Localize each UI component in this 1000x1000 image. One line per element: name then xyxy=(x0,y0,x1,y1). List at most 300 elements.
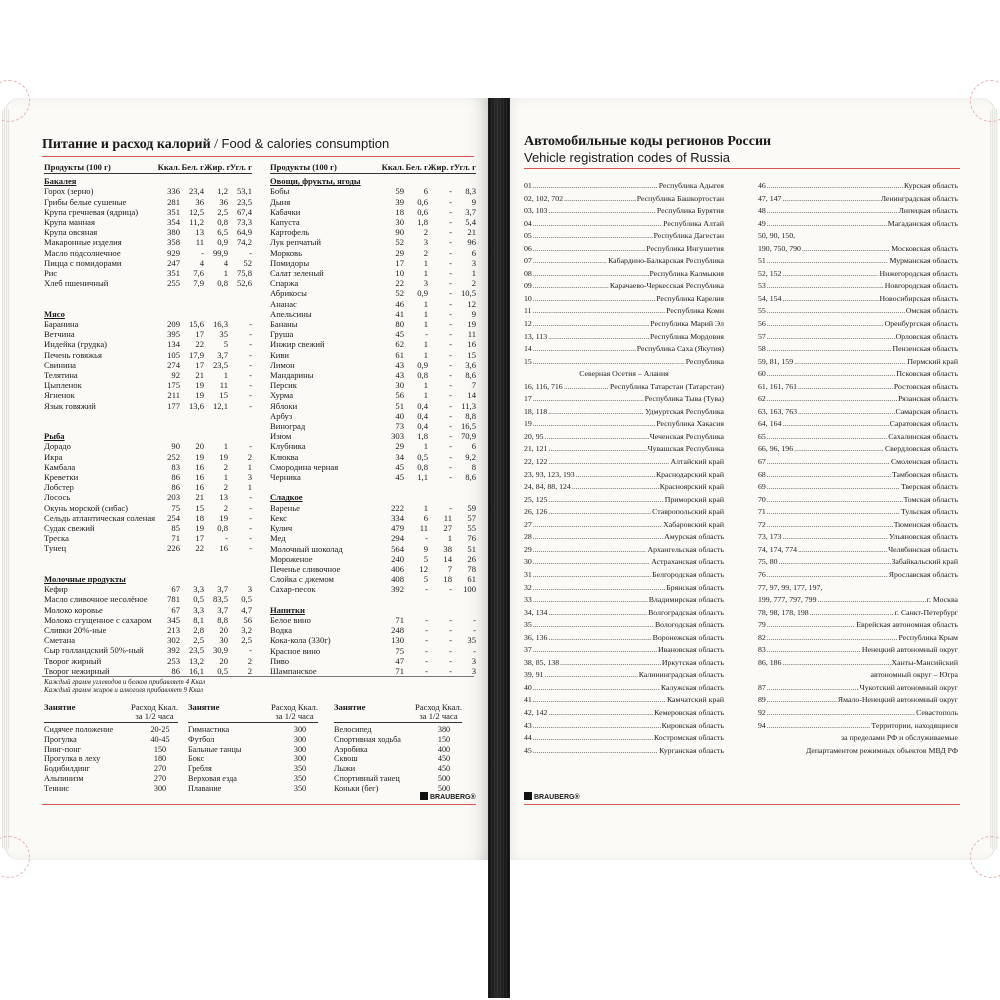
activity-kcal: 500 xyxy=(437,773,451,783)
food-value: - xyxy=(449,472,452,483)
food-value: 11 xyxy=(419,523,428,534)
region-name: Брянская область xyxy=(666,582,724,592)
food-value: 16 xyxy=(195,461,204,472)
food-value: 2 xyxy=(423,227,428,238)
page-subtitle-codes: Vehicle registration codes of Russia xyxy=(524,150,730,165)
food-row xyxy=(44,329,252,339)
region-row xyxy=(758,594,958,607)
region-row xyxy=(524,218,724,231)
region-name: Кировская область xyxy=(661,720,724,730)
codes-column-1 xyxy=(524,180,724,757)
region-code: 27 xyxy=(524,519,532,529)
food-row xyxy=(270,197,476,207)
food-name: Арбуз xyxy=(270,410,293,421)
food-name: Цыпленок xyxy=(44,380,82,391)
region-code: 57 xyxy=(758,331,766,341)
food-name: Лобстер xyxy=(44,482,74,493)
activity-name: Верховая езда xyxy=(188,773,237,783)
region-code: 44 xyxy=(524,733,532,743)
region-row xyxy=(524,506,724,519)
dot-leader xyxy=(564,193,636,206)
food-name: Варенье xyxy=(270,502,300,513)
food-row xyxy=(270,584,476,594)
food-row xyxy=(44,227,252,237)
activity-name: Теннис xyxy=(44,783,70,793)
corner-mark xyxy=(970,836,1000,878)
dot-leader xyxy=(767,393,897,406)
food-value: - xyxy=(449,431,452,442)
food-value: 86 xyxy=(171,472,180,483)
region-row xyxy=(758,544,958,557)
activity-kcal: 450 xyxy=(437,764,451,774)
food-row xyxy=(270,248,476,258)
region-code: 03, 103 xyxy=(524,206,548,216)
corner-mark xyxy=(0,80,30,122)
region-name: Республика Дагестан xyxy=(653,231,724,241)
region-code: 75, 80 xyxy=(758,557,778,567)
food-name: Хурма xyxy=(270,390,294,401)
food-value: - xyxy=(425,655,428,666)
food-value: 0,4 xyxy=(417,400,428,411)
food-value: 929 xyxy=(167,247,180,258)
logo-icon xyxy=(524,792,532,800)
food-value: 6 xyxy=(471,247,476,258)
region-name: Алтайский край xyxy=(670,457,724,467)
region-name: Республика xyxy=(685,356,724,366)
food-row xyxy=(270,574,476,584)
food-value: 16,5 xyxy=(460,421,476,432)
food-name: Сливки 20%-ные xyxy=(44,625,107,636)
food-value: - xyxy=(425,329,428,340)
region-name: Курганская область xyxy=(659,745,724,755)
column-header: Ккал. xyxy=(381,162,404,172)
food-value: - xyxy=(449,319,452,330)
region-row xyxy=(524,230,724,243)
food-value: - xyxy=(225,533,228,544)
dot-leader xyxy=(533,531,663,544)
food-value: - xyxy=(449,645,452,656)
region-row xyxy=(758,381,958,394)
column-header: Жир. г xyxy=(204,162,231,172)
food-value: 30 xyxy=(395,217,404,228)
food-value: 1 xyxy=(423,308,428,319)
food-value: 26 xyxy=(467,553,476,564)
region-row xyxy=(758,707,958,720)
region-code: 41 xyxy=(524,695,532,705)
activity-col-label: Занятие xyxy=(334,703,366,712)
rate-sub: за 1/2 часа xyxy=(275,711,314,721)
food-value: 59 xyxy=(467,502,476,513)
region-row xyxy=(524,443,724,456)
food-value: 20 xyxy=(219,625,228,636)
dot-leader xyxy=(767,343,892,356)
food-value: 1 xyxy=(423,268,428,279)
region-row xyxy=(524,243,724,256)
food-name: Клубника xyxy=(270,441,306,452)
region-row xyxy=(524,406,724,419)
food-value: 240 xyxy=(391,553,404,564)
food-name: Бобы xyxy=(270,186,290,197)
region-name: Иркутская область xyxy=(661,657,724,667)
dot-leader xyxy=(548,443,646,456)
food-value: 92 xyxy=(171,370,180,381)
food-value: 2,8 xyxy=(193,625,204,636)
food-value: 20 xyxy=(195,441,204,452)
region-code: 23, 93, 123, 193 xyxy=(524,469,575,479)
food-value: 8,8 xyxy=(217,614,228,625)
region-name: Ульяновская область xyxy=(889,532,958,542)
food-value: 2,5 xyxy=(241,635,252,646)
food-name: Масло подсолнечное xyxy=(44,247,121,258)
region-code: 29 xyxy=(524,544,532,554)
dot-leader xyxy=(533,544,647,557)
region-row xyxy=(524,544,724,557)
region-code-line: 50, 90, 150, xyxy=(758,231,796,241)
region-name-cont: Департаментом режимных объектов МВД РФ xyxy=(805,745,958,755)
region-code: 10 xyxy=(524,293,532,303)
food-row xyxy=(44,543,252,553)
food-value: 0,6 xyxy=(417,196,428,207)
food-row xyxy=(270,544,476,554)
food-value: 3,3 xyxy=(193,604,204,615)
food-value: 15 xyxy=(219,390,228,401)
dot-leader xyxy=(533,243,645,256)
food-value: 17 xyxy=(195,329,204,340)
food-value: 75 xyxy=(395,645,404,656)
dot-leader xyxy=(548,632,651,645)
food-value: 5,4 xyxy=(465,217,476,228)
food-name: Морковь xyxy=(270,247,303,258)
food-row xyxy=(270,309,476,319)
food-value: 29 xyxy=(395,247,404,258)
activity-name: Бодибилдинг xyxy=(44,764,91,774)
food-name: Белое вино xyxy=(270,614,311,625)
activity-kcal: 450 xyxy=(437,754,451,764)
food-row xyxy=(270,666,476,676)
food-value: 0,8 xyxy=(417,370,428,381)
food-row xyxy=(44,370,252,380)
region-row xyxy=(524,531,724,544)
food-row xyxy=(270,237,476,247)
food-name: Грибы белые сушеные xyxy=(44,196,127,207)
dot-leader xyxy=(794,356,906,369)
dot-leader xyxy=(767,469,891,482)
activity-row xyxy=(334,774,462,784)
region-code: 66, 96, 196 xyxy=(758,444,794,454)
activity-col-rate xyxy=(131,703,178,721)
food-row xyxy=(270,217,476,227)
region-name: Владимирская область xyxy=(648,595,724,605)
food-row xyxy=(44,186,252,196)
page-title-food xyxy=(42,136,478,153)
region-code: 20, 95 xyxy=(524,431,544,441)
region-name: Омская область xyxy=(905,306,958,316)
food-value: - xyxy=(449,441,452,452)
food-value: 3,7 xyxy=(465,206,476,217)
region-code: 92 xyxy=(758,707,766,717)
region-row xyxy=(758,293,958,306)
food-value: 8,6 xyxy=(465,370,476,381)
region-row xyxy=(758,368,958,381)
food-value: 13,2 xyxy=(188,655,204,666)
food-value: 86 xyxy=(171,665,180,676)
food-name: Рис xyxy=(44,268,58,279)
food-row xyxy=(44,503,252,513)
region-code: 07 xyxy=(524,256,532,266)
food-value: 336 xyxy=(167,186,180,197)
region-row xyxy=(524,607,724,620)
region-name-cont: Северная Осетия – Алания xyxy=(579,369,669,379)
food-value: 294 xyxy=(391,533,404,544)
food-value: - xyxy=(449,370,452,381)
food-value: 7,6 xyxy=(193,268,204,279)
food-row xyxy=(44,248,252,258)
dot-leader xyxy=(533,418,656,431)
food-value: - xyxy=(473,614,476,625)
region-row xyxy=(524,205,724,218)
food-row xyxy=(44,441,252,451)
region-code: 08 xyxy=(524,268,532,278)
food-name: Сыр голландский 50%-ный xyxy=(44,645,144,656)
activity-row xyxy=(44,764,178,774)
region-row xyxy=(524,431,724,444)
region-name: Республика Мордовия xyxy=(650,331,724,341)
food-name: Горох (зерно) xyxy=(44,186,94,197)
region-code: 49 xyxy=(758,218,766,228)
food-value: 14 xyxy=(443,553,452,564)
region-name: Республика Башкортостан xyxy=(636,193,724,203)
activity-kcal: 270 xyxy=(153,773,167,783)
food-value: - xyxy=(449,298,452,309)
food-row xyxy=(44,666,252,676)
region-code: 18, 118 xyxy=(524,406,548,416)
activity-name: Прогулка xyxy=(44,734,77,744)
food-name: Кока-кола (330г) xyxy=(270,635,331,646)
food-table-left xyxy=(44,162,252,676)
food-name: Крупа манная xyxy=(44,217,95,228)
food-value: - xyxy=(449,665,452,676)
food-row xyxy=(44,401,252,411)
region-name: Новосибирская область xyxy=(879,293,958,303)
region-code: 19 xyxy=(524,419,532,429)
food-value: 45 xyxy=(395,472,404,483)
food-row xyxy=(44,605,252,615)
dot-leader xyxy=(548,494,663,507)
region-row xyxy=(524,707,724,720)
spacer xyxy=(270,482,476,492)
region-row xyxy=(758,519,958,532)
food-name: Судак свежий xyxy=(44,523,95,534)
food-name: Смородина черная xyxy=(270,461,339,472)
food-value: 2 xyxy=(247,451,252,462)
dot-leader xyxy=(548,331,649,344)
food-value: 130 xyxy=(391,635,404,646)
food-row xyxy=(270,625,476,635)
food-row xyxy=(270,329,476,339)
region-name: Курская область xyxy=(904,181,958,190)
region-code: 35 xyxy=(524,620,532,630)
food-row xyxy=(270,339,476,349)
food-value: 3 xyxy=(247,584,252,595)
dot-leader xyxy=(533,720,661,733)
food-value: 12 xyxy=(467,298,476,309)
dot-leader xyxy=(548,707,653,720)
food-value: 222 xyxy=(391,502,404,513)
food-value: 0,5 xyxy=(241,594,252,605)
food-row xyxy=(270,452,476,462)
region-row xyxy=(524,745,724,758)
region-code: 30 xyxy=(524,557,532,567)
food-name: Водка xyxy=(270,625,293,636)
food-name: Молочный шоколад xyxy=(270,543,343,554)
food-value: 479 xyxy=(391,523,404,534)
dot-leader xyxy=(533,619,654,632)
food-value: - xyxy=(249,543,252,554)
food-value: 61 xyxy=(395,349,404,360)
food-value: 0,5 xyxy=(193,594,204,605)
food-row xyxy=(44,523,252,533)
food-value: 35 xyxy=(467,635,476,646)
dot-leader xyxy=(767,519,893,532)
region-code: 39, 91 xyxy=(524,670,544,680)
rate-label: Расход Ккал. xyxy=(131,702,178,712)
region-name-cont: автономный округ – Югра xyxy=(870,670,958,680)
dot-leader xyxy=(767,720,871,733)
region-code: 02, 102, 702 xyxy=(524,193,563,203)
dot-leader xyxy=(798,406,895,419)
food-value: 1,2 xyxy=(217,186,228,197)
food-value: 8,6 xyxy=(465,472,476,483)
food-row xyxy=(270,258,476,268)
region-row xyxy=(758,494,958,507)
activity-kcal: 350 xyxy=(293,783,307,793)
region-code: 73, 173 xyxy=(758,532,782,542)
food-row xyxy=(270,421,476,431)
dot-leader xyxy=(817,594,925,607)
food-row xyxy=(270,411,476,421)
food-value: - xyxy=(425,645,428,656)
food-value: 71 xyxy=(395,665,404,676)
region-code: 48 xyxy=(758,206,766,216)
food-value: 303 xyxy=(391,431,404,442)
region-name: Республика Ингушетия xyxy=(646,243,724,253)
region-row xyxy=(524,418,724,431)
food-value: 1 xyxy=(423,319,428,330)
food-value: 20 xyxy=(219,655,228,666)
region-row xyxy=(758,481,958,494)
food-name: Лосось xyxy=(44,492,71,503)
activity-name: Сидячее положение xyxy=(44,725,114,734)
activity-row xyxy=(188,725,318,735)
header-rule xyxy=(334,722,462,723)
activity-name: Бокс xyxy=(188,754,205,764)
column-header: Бел. г xyxy=(405,162,428,172)
food-value: 105 xyxy=(167,349,180,360)
food-value: 392 xyxy=(391,584,404,595)
region-code: 45 xyxy=(524,745,532,755)
dot-leader xyxy=(545,669,638,682)
food-name: Сахар-песок xyxy=(270,584,316,595)
dot-leader xyxy=(794,443,884,456)
food-value: 213 xyxy=(167,625,180,636)
dot-leader xyxy=(533,255,607,268)
food-value: 38 xyxy=(443,543,452,554)
region-code: 05 xyxy=(524,231,532,241)
food-value: 7,9 xyxy=(193,278,204,289)
food-row xyxy=(44,594,252,604)
region-row xyxy=(524,293,724,306)
food-value: 3,2 xyxy=(241,625,252,636)
food-value: 15 xyxy=(195,502,204,513)
food-value: 19 xyxy=(195,523,204,534)
dot-leader xyxy=(767,331,895,344)
food-name: Кабачки xyxy=(270,206,301,217)
region-name: Оренбургская область xyxy=(884,319,958,329)
region-name: Красноярский край xyxy=(659,482,724,492)
spacer xyxy=(44,554,252,564)
region-row xyxy=(758,644,958,657)
food-value: - xyxy=(449,349,452,360)
food-name: Мед xyxy=(270,533,286,544)
activity-kcal: 300 xyxy=(293,734,307,744)
activity-row xyxy=(188,764,318,774)
region-name: Республика Калмыкия xyxy=(649,268,724,278)
region-name: Челябинская область xyxy=(888,544,958,554)
food-row xyxy=(270,441,476,451)
food-group-title: Рыба xyxy=(44,431,65,442)
logo-icon xyxy=(420,792,428,800)
food-value: 5 xyxy=(423,574,428,585)
food-value: 29 xyxy=(395,441,404,452)
region-name: Республика Адыгея xyxy=(658,181,724,190)
region-name: Кабардино-Балкарская Республика xyxy=(608,256,724,266)
region-row xyxy=(524,469,724,482)
region-row xyxy=(758,431,958,444)
region-code: 43 xyxy=(524,720,532,730)
food-value: 73,3 xyxy=(236,217,252,228)
food-value: 408 xyxy=(391,574,404,585)
region-code: 16, 116, 716 xyxy=(524,381,563,391)
food-value: - xyxy=(449,359,452,370)
food-value: 51 xyxy=(467,543,476,554)
food-group-title: Бакалея xyxy=(44,176,77,187)
dot-leader xyxy=(767,456,890,469)
food-value: 7 xyxy=(471,380,476,391)
dot-leader xyxy=(548,205,656,218)
region-name: Карачаево-Черкесская Республика xyxy=(609,281,724,291)
dot-leader xyxy=(767,619,855,632)
region-code: 59, 81, 159 xyxy=(758,356,794,366)
region-code: 82 xyxy=(758,632,766,642)
region-name: Саратовская область xyxy=(889,419,958,429)
food-row xyxy=(270,288,476,298)
dot-leader xyxy=(767,305,905,318)
food-value: 8 xyxy=(471,461,476,472)
title-separator: / xyxy=(210,137,222,152)
region-row xyxy=(758,720,958,733)
food-value: - xyxy=(449,421,452,432)
food-value: 16 xyxy=(467,339,476,350)
dot-leader xyxy=(533,644,657,657)
food-name: Апельсины xyxy=(270,308,312,319)
region-row xyxy=(758,180,958,193)
food-value: - xyxy=(425,533,428,544)
food-value: - xyxy=(449,227,452,238)
region-row xyxy=(758,331,958,344)
dot-leader xyxy=(533,180,658,193)
food-value: - xyxy=(425,614,428,625)
region-name: Чувашская Республика xyxy=(647,444,724,454)
